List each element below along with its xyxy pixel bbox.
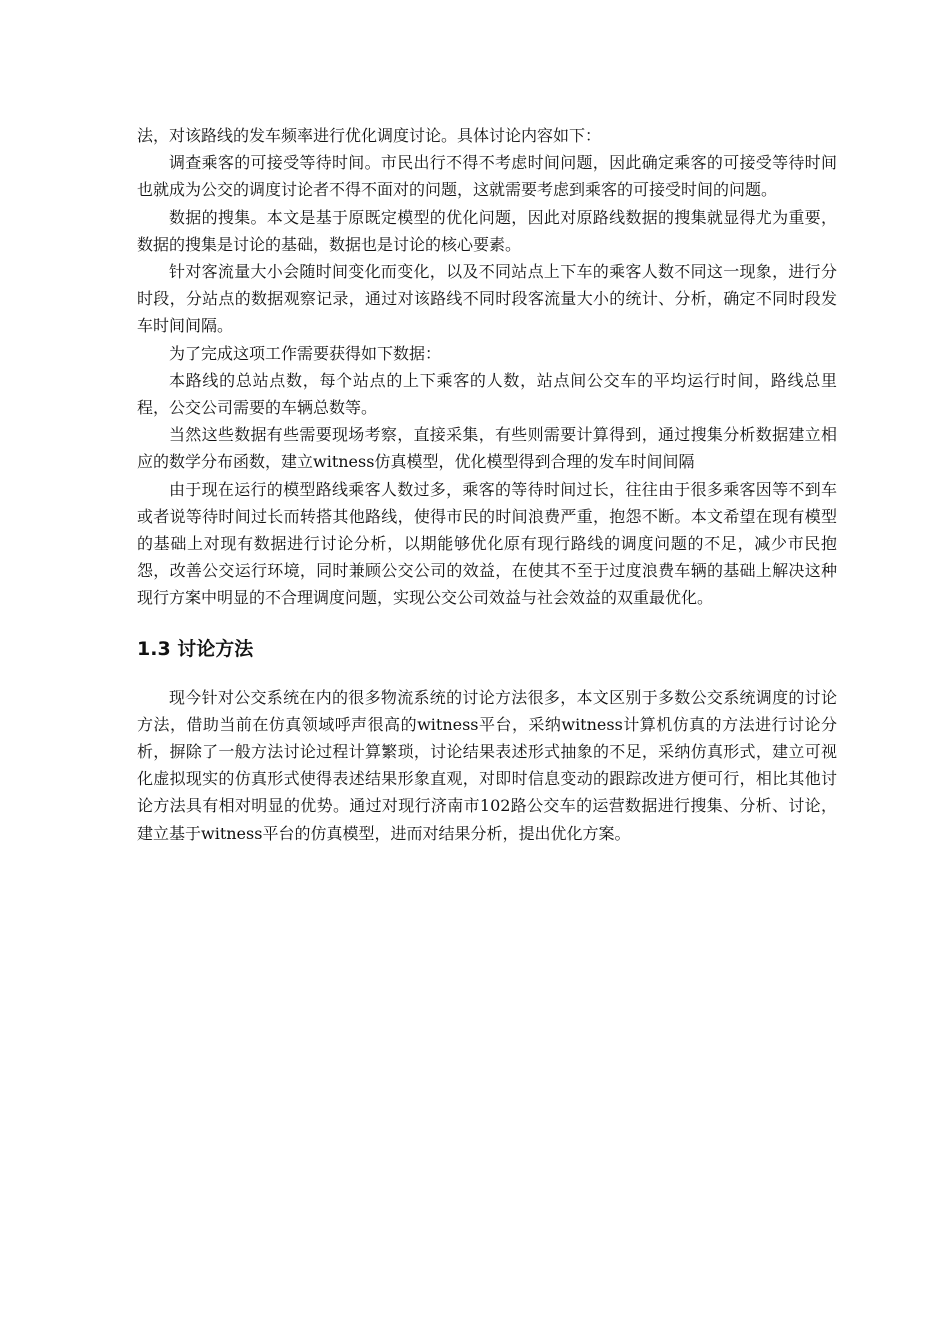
section-heading: 1.3 讨论方法 <box>137 637 254 660</box>
paragraph-required-data-intro: 为了完成这项工作需要获得如下数据： <box>169 343 442 363</box>
paragraph-method: 现今针对公交系统在内的很多物流系统的讨论方法很多，本文区别于多数公交系统调度的讨论方法，借助当前在仿真领域呼声很高的witness平台，采纳witness计算机仿真的方法进行讨论分析，摒除了一般方法讨论过程计算繁琐，讨论结果表述形式抽象的不足，采纳仿真形式，建立可视化虚拟现实的仿真形式使得表述结果形象直观，对即时信息变动的跟踪改进方便可行，相比其他讨论方法具有相对明显的优势。通过对现行济南市102路公交车的运营数据进行搜集、分析、讨论，建立基于witness平台的仿真模型，进而对结果分析，提出优化方案。 <box>137 687 837 843</box>
document-body <box>137 122 837 847</box>
paragraph-data-collection: 数据的搜集。本文是基于原既定模型的优化问题，因此对原路线数据的搜集就显得尤为重要，数据的搜集是讨论的基础，数据也是讨论的核心要素。 <box>137 207 837 254</box>
paragraph-continuation: 法，对该路线的发车频率进行优化调度讨论。具体讨论内容如下： <box>137 126 602 145</box>
paragraph-passenger-flow: 针对客流量大小会随时间变化而变化，以及不同站点上下车的乘客人数不同这一现象，进行分时段，分站点的数据观察记录，通过对该路线不同时段客流量大小的统计、分析，确定不同时段发车时间间隔。 <box>137 262 837 336</box>
paragraph-problem-statement: 由于现在运行的模型路线乘客人数过多，乘客的等待时间过长，往往由于很多乘客因等不到车或者说等待时间过长而转搭其他路线，使得市民的时间浪费严重，抱怨不断。本文希望在现有模型的基础上对现有数据进行讨论分析，以期能够优化原有现行路线的调度问题的不足，减少市民抱怨，改善公交运行环境，同时兼顾公交公司的效益，在使其不至于过度浪费车辆的基础上解决这种现行方案中明显的不合理调度问题，实现公交公司效益与社会效益的双重最优化。 <box>137 479 837 608</box>
paragraph-required-data-list: 本路线的总站点数，每个站点的上下乘客的人数，站点间公交车的平均运行时间，路线总里程，公交公司需要的车辆总数等。 <box>137 370 837 418</box>
paragraph-wait-time: 调查乘客的可接受等待时间。市民出行不得不考虑时间问题，因此确定乘客的可接受等待时间也就成为公交的调度讨论者不得不面对的问题，这就需要考虑到乘客的可接受时间的问题。 <box>137 153 837 200</box>
paragraph-witness-model: 当然这些数据有些需要现场考察，直接采集，有些则需要计算得到，通过搜集分析数据建立相应的数学分布函数，建立witness仿真模型，优化模型得到合理的发车时间间隔 <box>137 425 837 472</box>
